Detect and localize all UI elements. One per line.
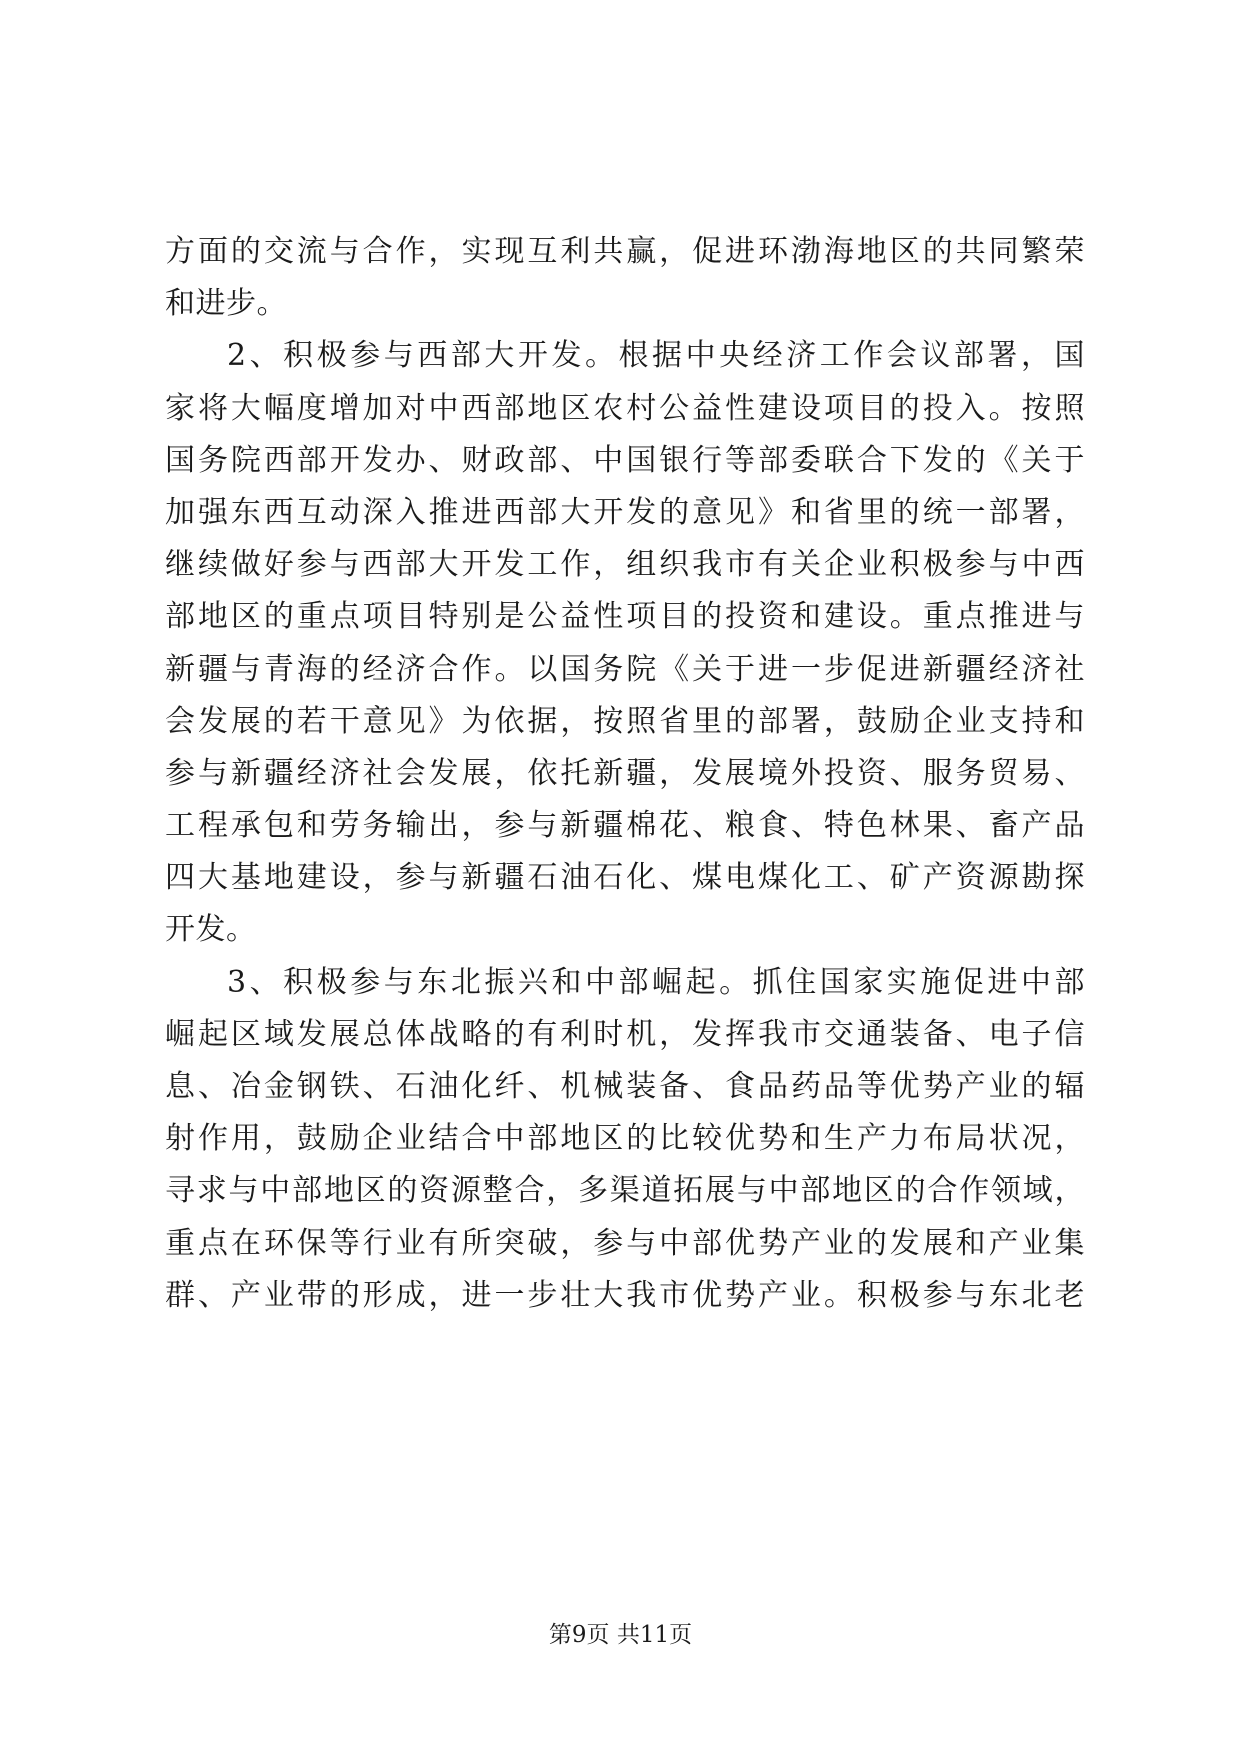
text-line: 部地区的重点项目特别是公益性项目的投资和建设。重点推进与 (165, 599, 1085, 635)
text-line: 重点在环保等行业有所突破，参与中部优势产业的发展和产业集 (165, 1225, 1085, 1261)
body-text (165, 226, 1085, 1322)
text-line: 会发展的若干意见》为依据，按照省里的部署，鼓励企业支持和 (165, 703, 1085, 739)
text-line: 2、积极参与西部大开发。根据中央经济工作会议部署，国 (227, 338, 1085, 374)
text-line: 方面的交流与合作，实现互利共赢，促进环渤海地区的共同繁荣 (165, 234, 1085, 269)
text-line: 加强东西互动深入推进西部大开发的意见》和省里的统一部署， (165, 494, 1085, 530)
text-line: 四大基地建设，参与新疆石油石化、煤电煤化工、矿产资源勘探 (165, 860, 1085, 896)
text-line: 息、冶金钢铁、石油化纤、机械装备、食品药品等优势产业的辐 (165, 1069, 1085, 1104)
text-line: 崛起区域发展总体战略的有利时机，发挥我市交通装备、电子信 (165, 1016, 1085, 1052)
text-line: 家将大幅度增加对中西部地区农村公益性建设项目的投入。按照 (165, 390, 1085, 426)
text-line: 工程承包和劳务输出，参与新疆棉花、粮食、特色林果、畜产品 (165, 808, 1085, 844)
text-line: 和进步。 (165, 286, 287, 322)
page-number-footer: 第9页 共11页 (548, 1622, 693, 1648)
text-line: 群、产业带的形成，进一步壮大我市优势产业。积极参与东北老 (165, 1277, 1085, 1313)
text-line: 射作用，鼓励企业结合中部地区的比较优势和生产力布局状况， (165, 1121, 1085, 1157)
text-line: 寻求与中部地区的资源整合，多渠道拓展与中部地区的合作领域， (165, 1173, 1085, 1209)
text-line: 国务院西部开发办、财政部、中国银行等部委联合下发的《关于 (165, 442, 1085, 478)
text-line: 新疆与青海的经济合作。以国务院《关于进一步促进新疆经济社 (165, 651, 1085, 687)
text-line: 继续做好参与西部大开发工作，组织我市有关企业积极参与中西 (165, 547, 1085, 583)
text-line: 开发。 (165, 912, 257, 948)
text-line: 参与新疆经济社会发展，依托新疆，发展境外投资、服务贸易、 (165, 755, 1085, 791)
text-line: 3、积极参与东北振兴和中部崛起。抓住国家实施促进中部 (227, 964, 1085, 1000)
